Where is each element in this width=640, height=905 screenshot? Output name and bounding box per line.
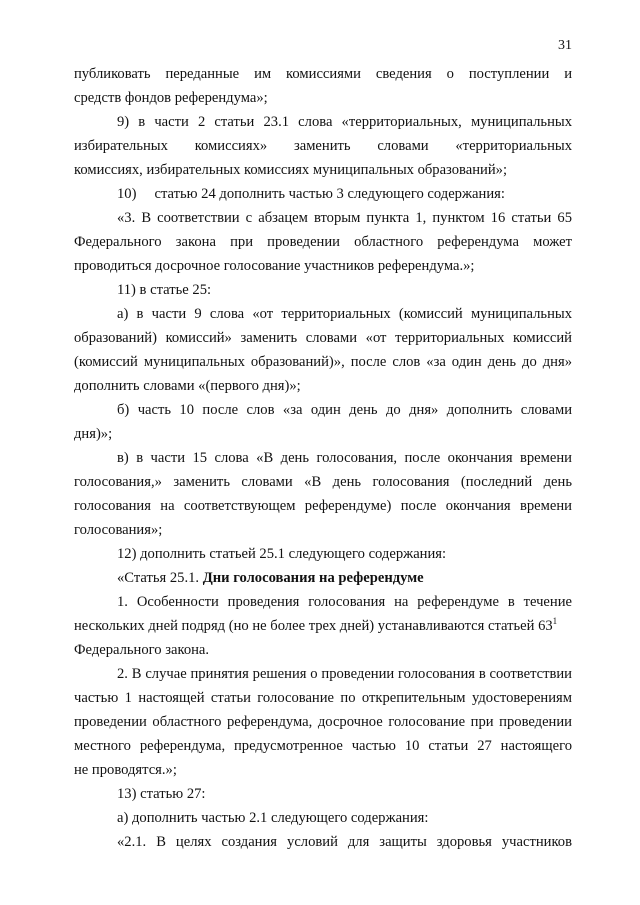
text-line: проведении областного референдума, досрочное голосование при проведении <box>74 714 572 730</box>
superscript: 1 <box>552 616 558 626</box>
text-line: 12) дополнить статьей 25.1 следующего содержания: <box>117 546 447 562</box>
text-line: 11) в статье 25: <box>117 282 212 298</box>
text-line: 1. Особенности проведения голосования на референдуме в течение <box>117 594 572 610</box>
text-line: проводиться досрочное голосование участников референдума.»; <box>74 258 475 274</box>
text-line: 13) статью 27: <box>117 786 206 802</box>
text-line: дополнить словами «(первого дня)»; <box>74 378 301 394</box>
list-text: статью 24 дополнить частью 3 следующего содержания: <box>154 186 505 202</box>
text-fragment: нескольких дней подряд (но не более трех дней) устанавливаются статьей 63 <box>74 618 553 634</box>
text-line: а) в части 9 слова «от территориальных (комиссий муниципальных <box>117 306 572 322</box>
page-number: 31 <box>558 38 572 53</box>
text-line <box>74 182 572 206</box>
text-line: избирательных комиссиях» заменить словами «территориальных <box>74 138 572 154</box>
text-line: (комиссий муниципальных образований)», после слов «за один день до дня» <box>74 354 572 370</box>
article-heading <box>74 566 572 590</box>
document-body <box>74 62 572 854</box>
text-line: частью 1 настоящей статьи голосование по открепительным удостоверениям <box>74 690 572 706</box>
text-line: Федерального закона. <box>74 642 210 658</box>
text-line: голосования на соответствующем референдуме) после окончания времени <box>74 498 572 514</box>
text-line: комиссиях, избирательных комиссиях муниципальных образований»; <box>74 162 507 178</box>
text-line: голосования,» заменить словами «В день голосования (последний день <box>74 474 572 490</box>
text-line: не проводятся.»; <box>74 762 177 778</box>
text-line: а) дополнить частью 2.1 следующего содержания: <box>117 810 429 826</box>
text-line: 2. В случае принятия решения о проведении голосования в соответствии <box>117 666 572 682</box>
text-line: 9) в части 2 статьи 23.1 слова «территориальных, муниципальных <box>117 114 572 130</box>
text-line: голосования»; <box>74 522 163 538</box>
text-line: в) в части 15 слова «В день голосования, после окончания времени <box>117 450 572 466</box>
text-line: образований) комиссий» заменить словами «от территориальных комиссий <box>74 330 572 346</box>
text-line: средств фондов референдума»; <box>74 90 268 106</box>
article-title: Дни голосования на референдуме <box>202 570 424 586</box>
text-line: «3. В соответствии с абзацем вторым пункта 1, пунктом 16 статьи 65 <box>117 210 572 226</box>
text-line: дня)»; <box>74 426 113 442</box>
text-line: Федерального закона при проведении областного референдума может <box>74 234 572 250</box>
text-line <box>74 614 572 638</box>
text-line: б) часть 10 после слов «за один день до дня» дополнить словами <box>117 402 572 418</box>
text-line: публиковать переданные им комиссиями сведения о поступлении и <box>74 66 572 82</box>
text-line: местного референдума, предусмотренное частью 10 статьи 27 настоящего <box>74 738 572 754</box>
text-line: «2.1. В целях создания условий для защиты здоровья участников <box>117 834 572 850</box>
list-number: 10) <box>117 186 137 202</box>
article-number: «Статья 25.1. <box>117 570 200 586</box>
